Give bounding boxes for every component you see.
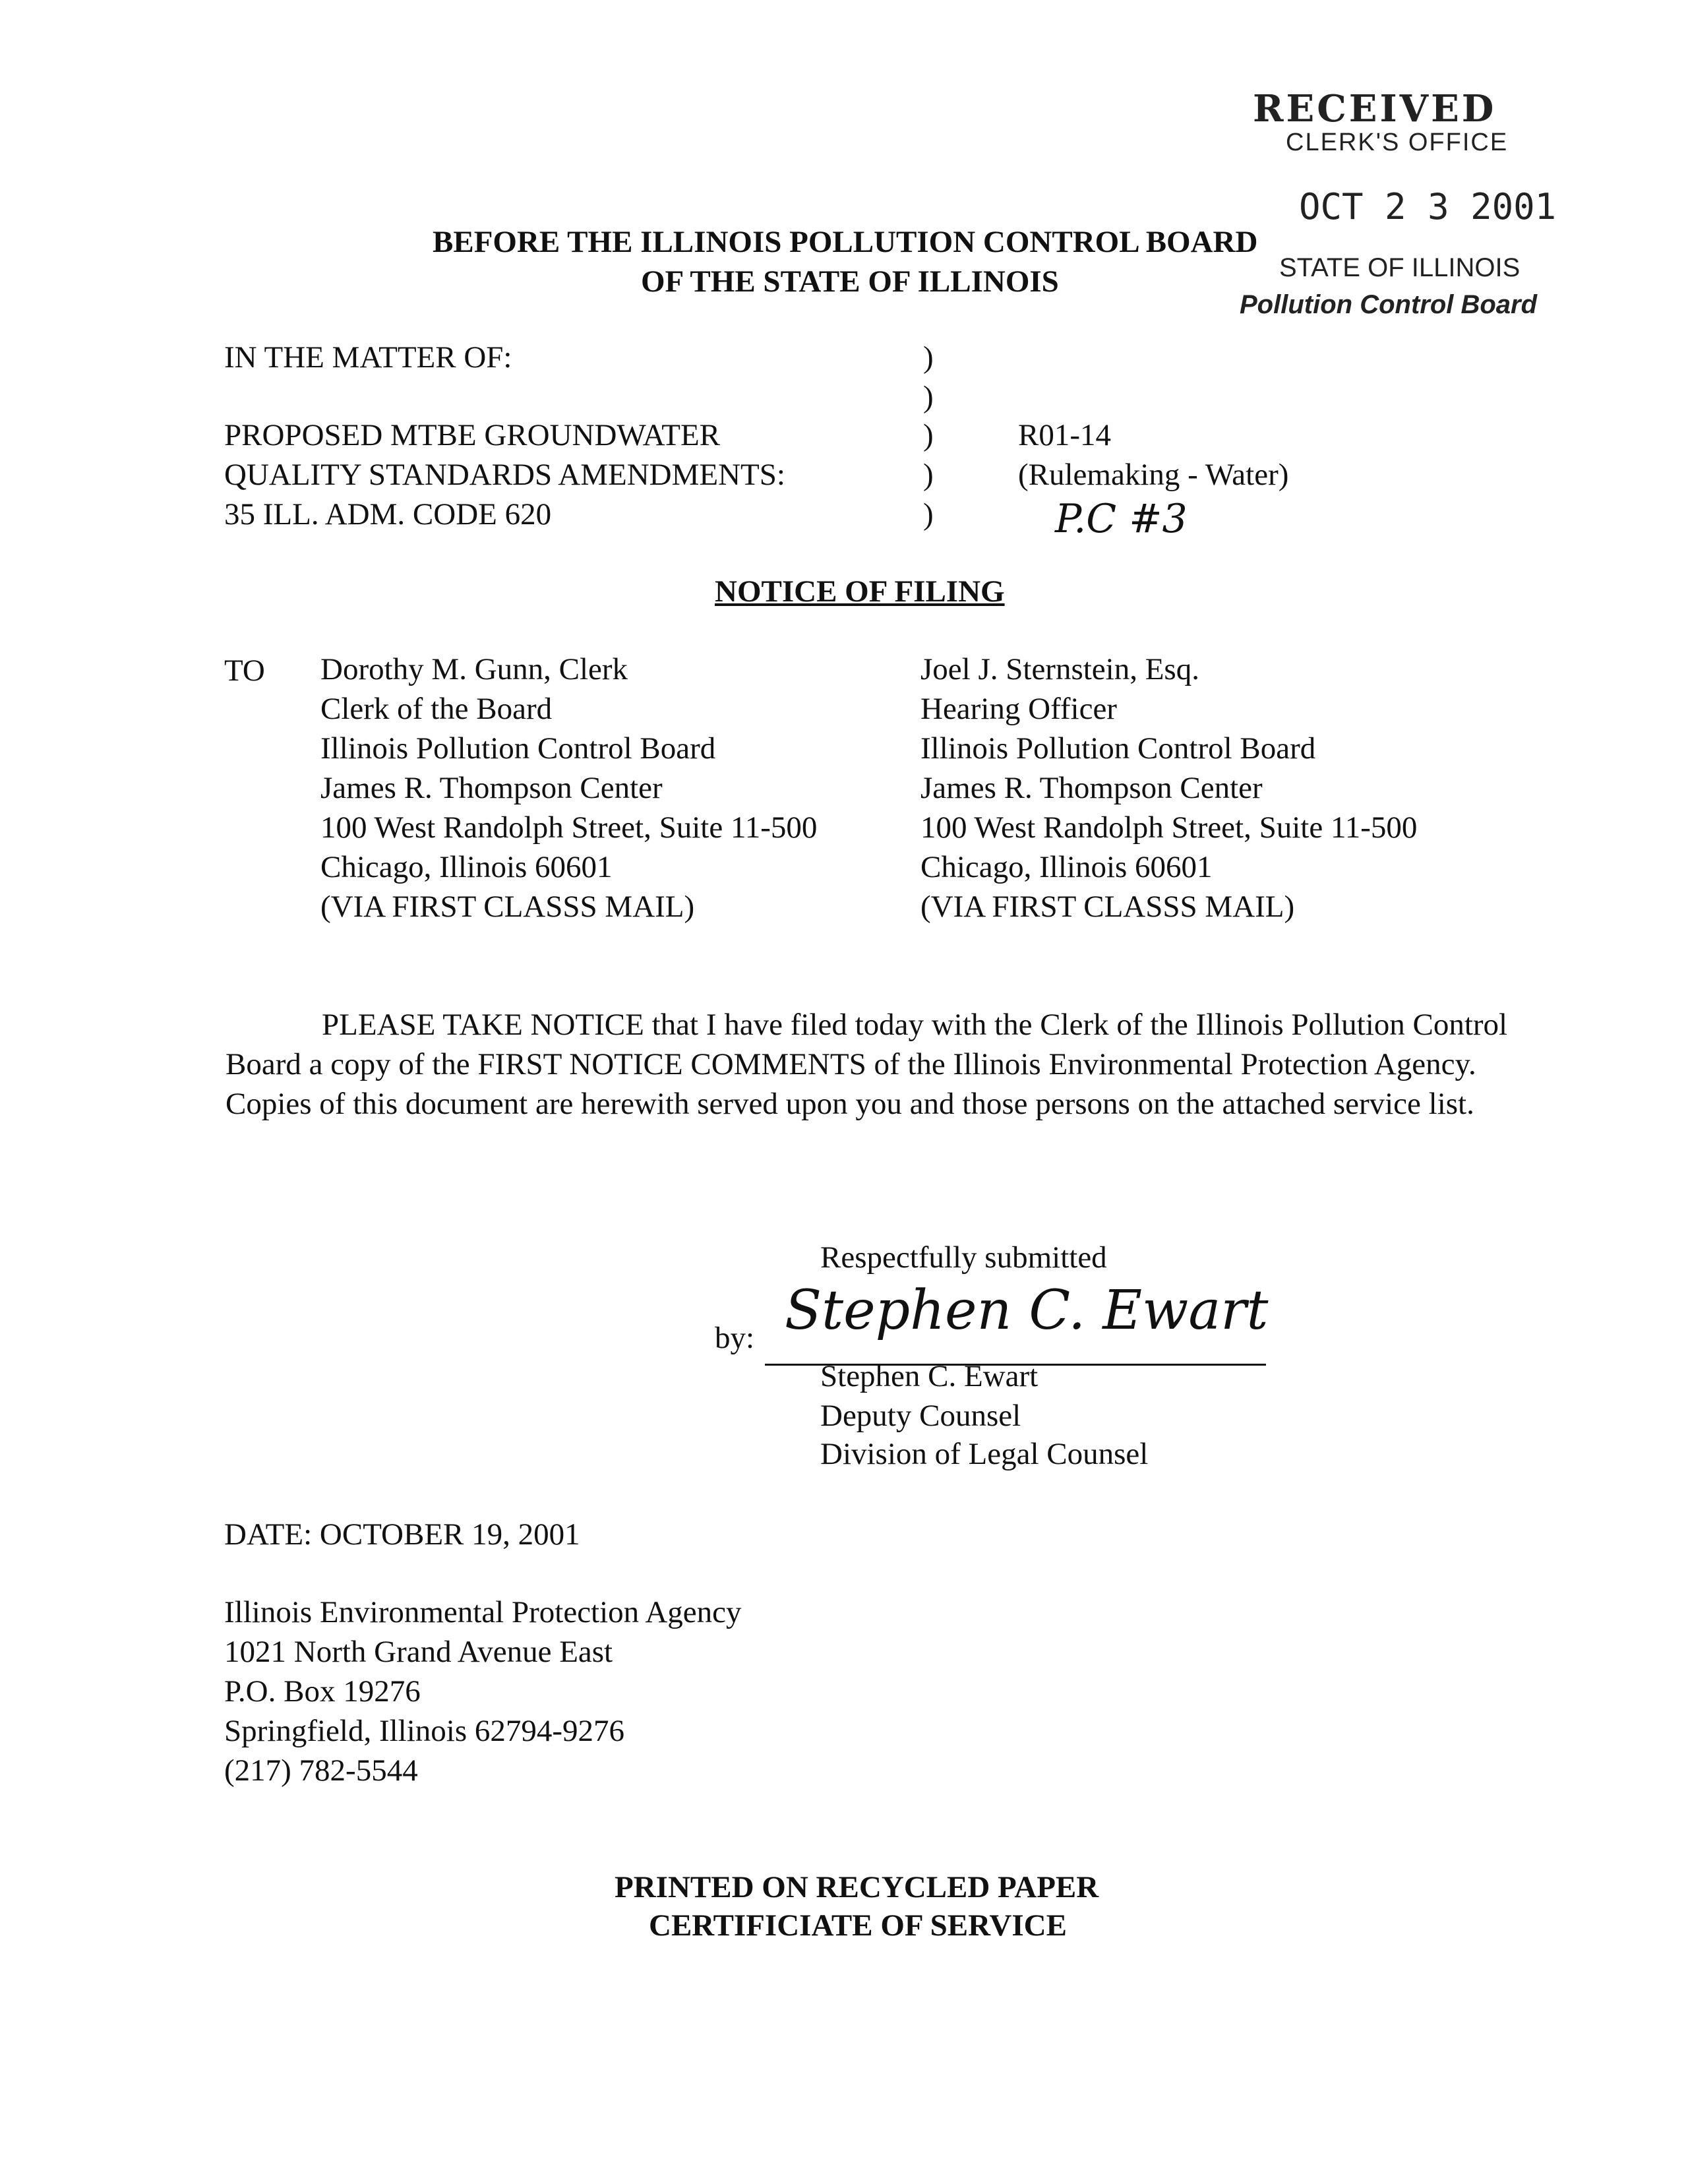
recipient-block-hearing-officer (920, 650, 1417, 926)
closing: Respectfully submitted (820, 1240, 1107, 1275)
address-line: Illinois Environmental Protection Agency (224, 1595, 742, 1629)
footer-certificate-of-service: CERTIFICIATE OF SERVICE (649, 1908, 1067, 1943)
matter-line: 35 ILL. ADM. CODE 620 (224, 497, 552, 531)
recipient-line: (VIA FIRST CLASSS MAIL) (320, 890, 695, 924)
handwritten-note: P.C #3 (1055, 496, 1188, 542)
stamp-clerks-office: CLERK'S OFFICE (1286, 129, 1509, 156)
document-heading-line2: OF THE STATE OF ILLINOIS (641, 264, 1059, 299)
footer-recycled-paper: PRINTED ON RECYCLED PAPER (615, 1870, 1099, 1904)
recipient-line: James R. Thompson Center (320, 771, 663, 805)
recipient-line: 100 West Randolph Street, Suite 11-500 (320, 810, 818, 845)
recipient-line: Dorothy M. Gunn, Clerk (320, 652, 628, 686)
matter-label: IN THE MATTER OF: (224, 340, 512, 375)
caption-paren: ) (923, 497, 934, 531)
caption-paren: ) (923, 458, 934, 492)
signer-division: Division of Legal Counsel (820, 1437, 1149, 1471)
matter-line: QUALITY STANDARDS AMENDMENTS: (224, 458, 785, 492)
caption-paren: ) (923, 380, 934, 414)
recipient-line: James R. Thompson Center (920, 771, 1263, 805)
recipient-line: Illinois Pollution Control Board (920, 731, 1316, 766)
matter-line: PROPOSED MTBE GROUNDWATER (224, 418, 721, 452)
recipient-line: Illinois Pollution Control Board (320, 731, 716, 766)
caption-paren: ) (923, 418, 934, 452)
address-line: P.O. Box 19276 (224, 1674, 421, 1709)
signer-title: Deputy Counsel (820, 1399, 1021, 1433)
stamp-date: OCT 2 3 2001 (1299, 186, 1557, 228)
date-line: DATE: OCTOBER 19, 2001 (224, 1517, 580, 1552)
handwritten-signature: Stephen C. Ewart (785, 1279, 1269, 1342)
recipient-line: (VIA FIRST CLASSS MAIL) (920, 890, 1295, 924)
stamp-board: Pollution Control Board (1240, 290, 1538, 319)
by-label: by: (715, 1321, 755, 1355)
stamp-received: RECEIVED (1253, 87, 1497, 131)
address-line: 1021 North Grand Avenue East (224, 1635, 613, 1669)
recipient-line: Chicago, Illinois 60601 (920, 850, 1213, 884)
document-heading-line1: BEFORE THE ILLINOIS POLLUTION CONTROL BOARD (433, 225, 1258, 259)
signer-name: Stephen C. Ewart (820, 1359, 1039, 1393)
address-line: Springfield, Illinois 62794-9276 (224, 1714, 625, 1748)
recipient-line: Joel J. Sternstein, Esq. (920, 652, 1199, 686)
recipient-line: Clerk of the Board (320, 692, 553, 726)
notice-title: NOTICE OF FILING (715, 574, 1005, 609)
caption-paren: ) (923, 340, 934, 375)
recipient-line: 100 West Randolph Street, Suite 11-500 (920, 810, 1418, 845)
stamp-state: STATE OF ILLINOIS (1279, 253, 1521, 282)
docket-type: (Rulemaking - Water) (1018, 458, 1289, 492)
recipient-line: Chicago, Illinois 60601 (320, 850, 613, 884)
address-line: (217) 782-5544 (224, 1753, 418, 1788)
to-label: TO (224, 653, 265, 688)
notice-paragraph: PLEASE TAKE NOTICE that I have filed today with the Clerk of the Illinois Pollution Control Board a copy of the FIRST NOTICE COMMENTS of the Illinois Environmental Protection Agency. Copies of this document are herewith served upon you and those persons on the attached service list. (226, 1008, 1508, 1121)
docket-number: R01-14 (1018, 418, 1111, 452)
recipient-block-clerk (320, 650, 817, 926)
agency-address (224, 1592, 742, 1790)
recipient-line: Hearing Officer (920, 692, 1117, 726)
